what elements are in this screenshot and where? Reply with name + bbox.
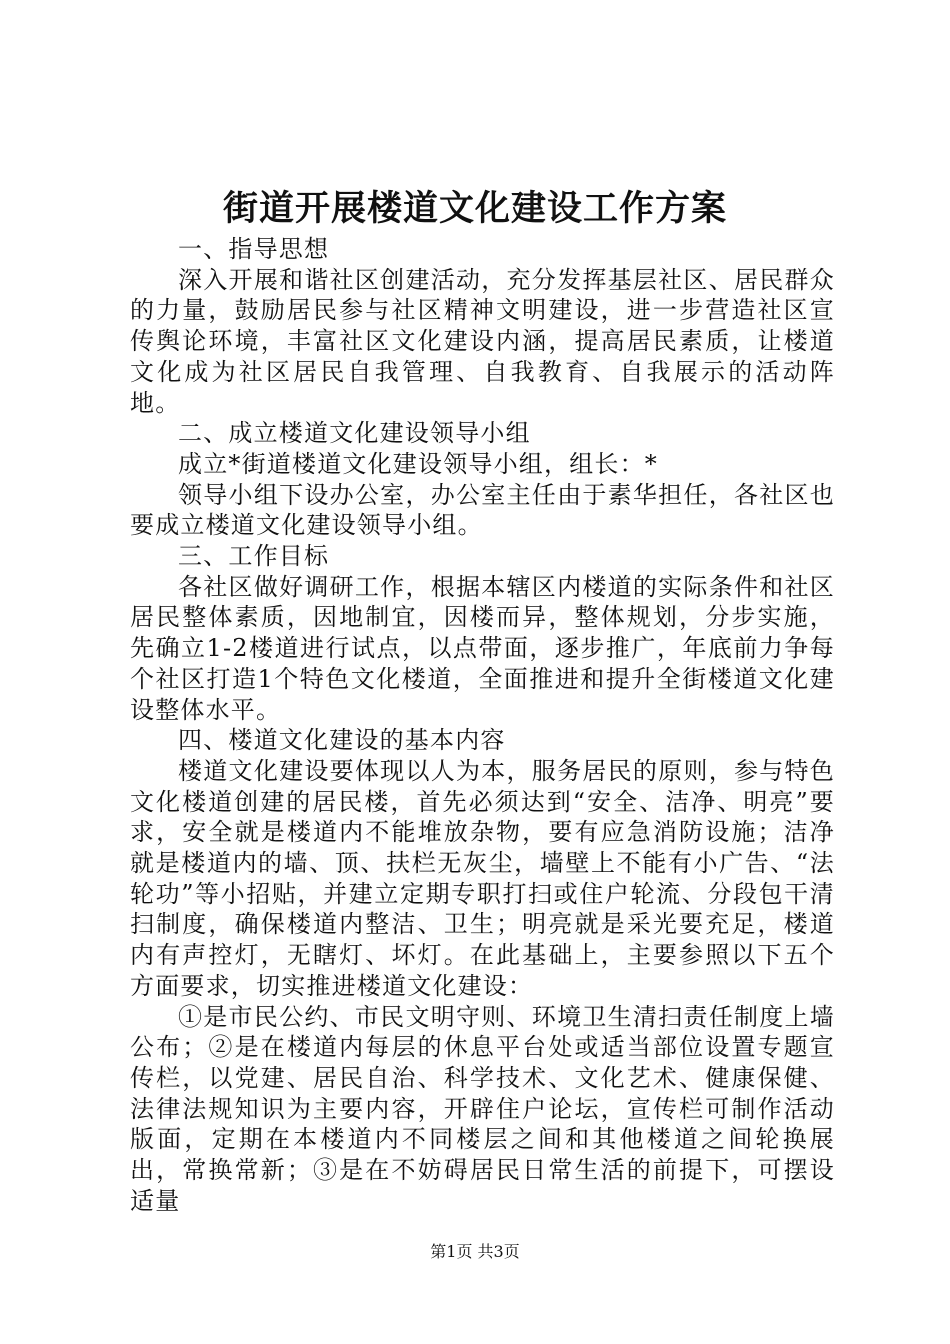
paragraph: ①是市民公约、市民文明守则、环境卫生清扫责任制度上墙公布；②是在楼道内每层的休息平台处或适当部位设置专题宣传栏，以党建、居民自治、科学技术、文化艺术、健康保健、法律法规知识为主要内容，开辟住户论坛，宣传栏可制作活动版面，定期在本楼道内不同楼层之间和其他楼道之间轮换展出，常换常新；③是在不妨碍居民日常生活的前提下，可摆设适量 <box>130 1002 835 1215</box>
document-title: 街道开展楼道文化建设工作方案 <box>222 188 727 229</box>
paragraph: 楼道文化建设要体现以人为本，服务居民的原则，参与特色文化楼道创建的居民楼，首先必须达到“安全、洁净、明亮”要求，安全就是楼道内不能堆放杂物，要有应急消防设施；洁净就是楼道内的墙、顶、扶栏无灰尘，墙壁上不能有小广告、“法轮功”等小招贴，并建立定期专职打扫或住户轮流、分段包干清扫制度，确保楼道内整洁、卫生；明亮就是采光要充足，楼道内有声控灯，无瞎灯、坏灯。在此基础上，主要参照以下五个方面要求，切实推进楼道文化建设： <box>130 756 835 1000</box>
section-heading: 一、指导思想 <box>178 235 330 263</box>
paragraph: 领导小组下设办公室，办公室主任由于素华担任，各社区也要成立楼道文化建设领导小组。 <box>130 480 835 540</box>
section-heading: 三、工作目标 <box>178 542 330 571</box>
paragraph: 深入开展和谐社区创建活动，充分发挥基层社区、居民群众的力量，鼓励居民参与社区精神文明建设，进一步营造社区宣传舆论环境，丰富社区文化建设内涵，提高居民素质，让楼道文化成为社区居民自我管理、自我教育、自我展示的活动阵地。 <box>130 265 835 417</box>
page-number-footer: 第1页 共3页 <box>430 1242 520 1261</box>
paragraph: 各社区做好调研工作，根据本辖区内楼道的实际条件和社区居民整体素质，因地制宜，因楼而异，整体规划，分步实施，先确立1-2楼道进行试点，以点带面，逐步推广，年底前力争每个社区打造1个特色文化楼道，全面推进和提升全街楼道文化建设整体水平。 <box>130 572 835 724</box>
section-heading: 四、楼道文化建设的基本内容 <box>178 726 506 755</box>
section-heading: 二、成立楼道文化建设领导小组 <box>178 419 531 448</box>
paragraph: 成立*街道楼道文化建设领导小组，组长：* <box>178 449 658 478</box>
document-body <box>130 234 835 1217</box>
